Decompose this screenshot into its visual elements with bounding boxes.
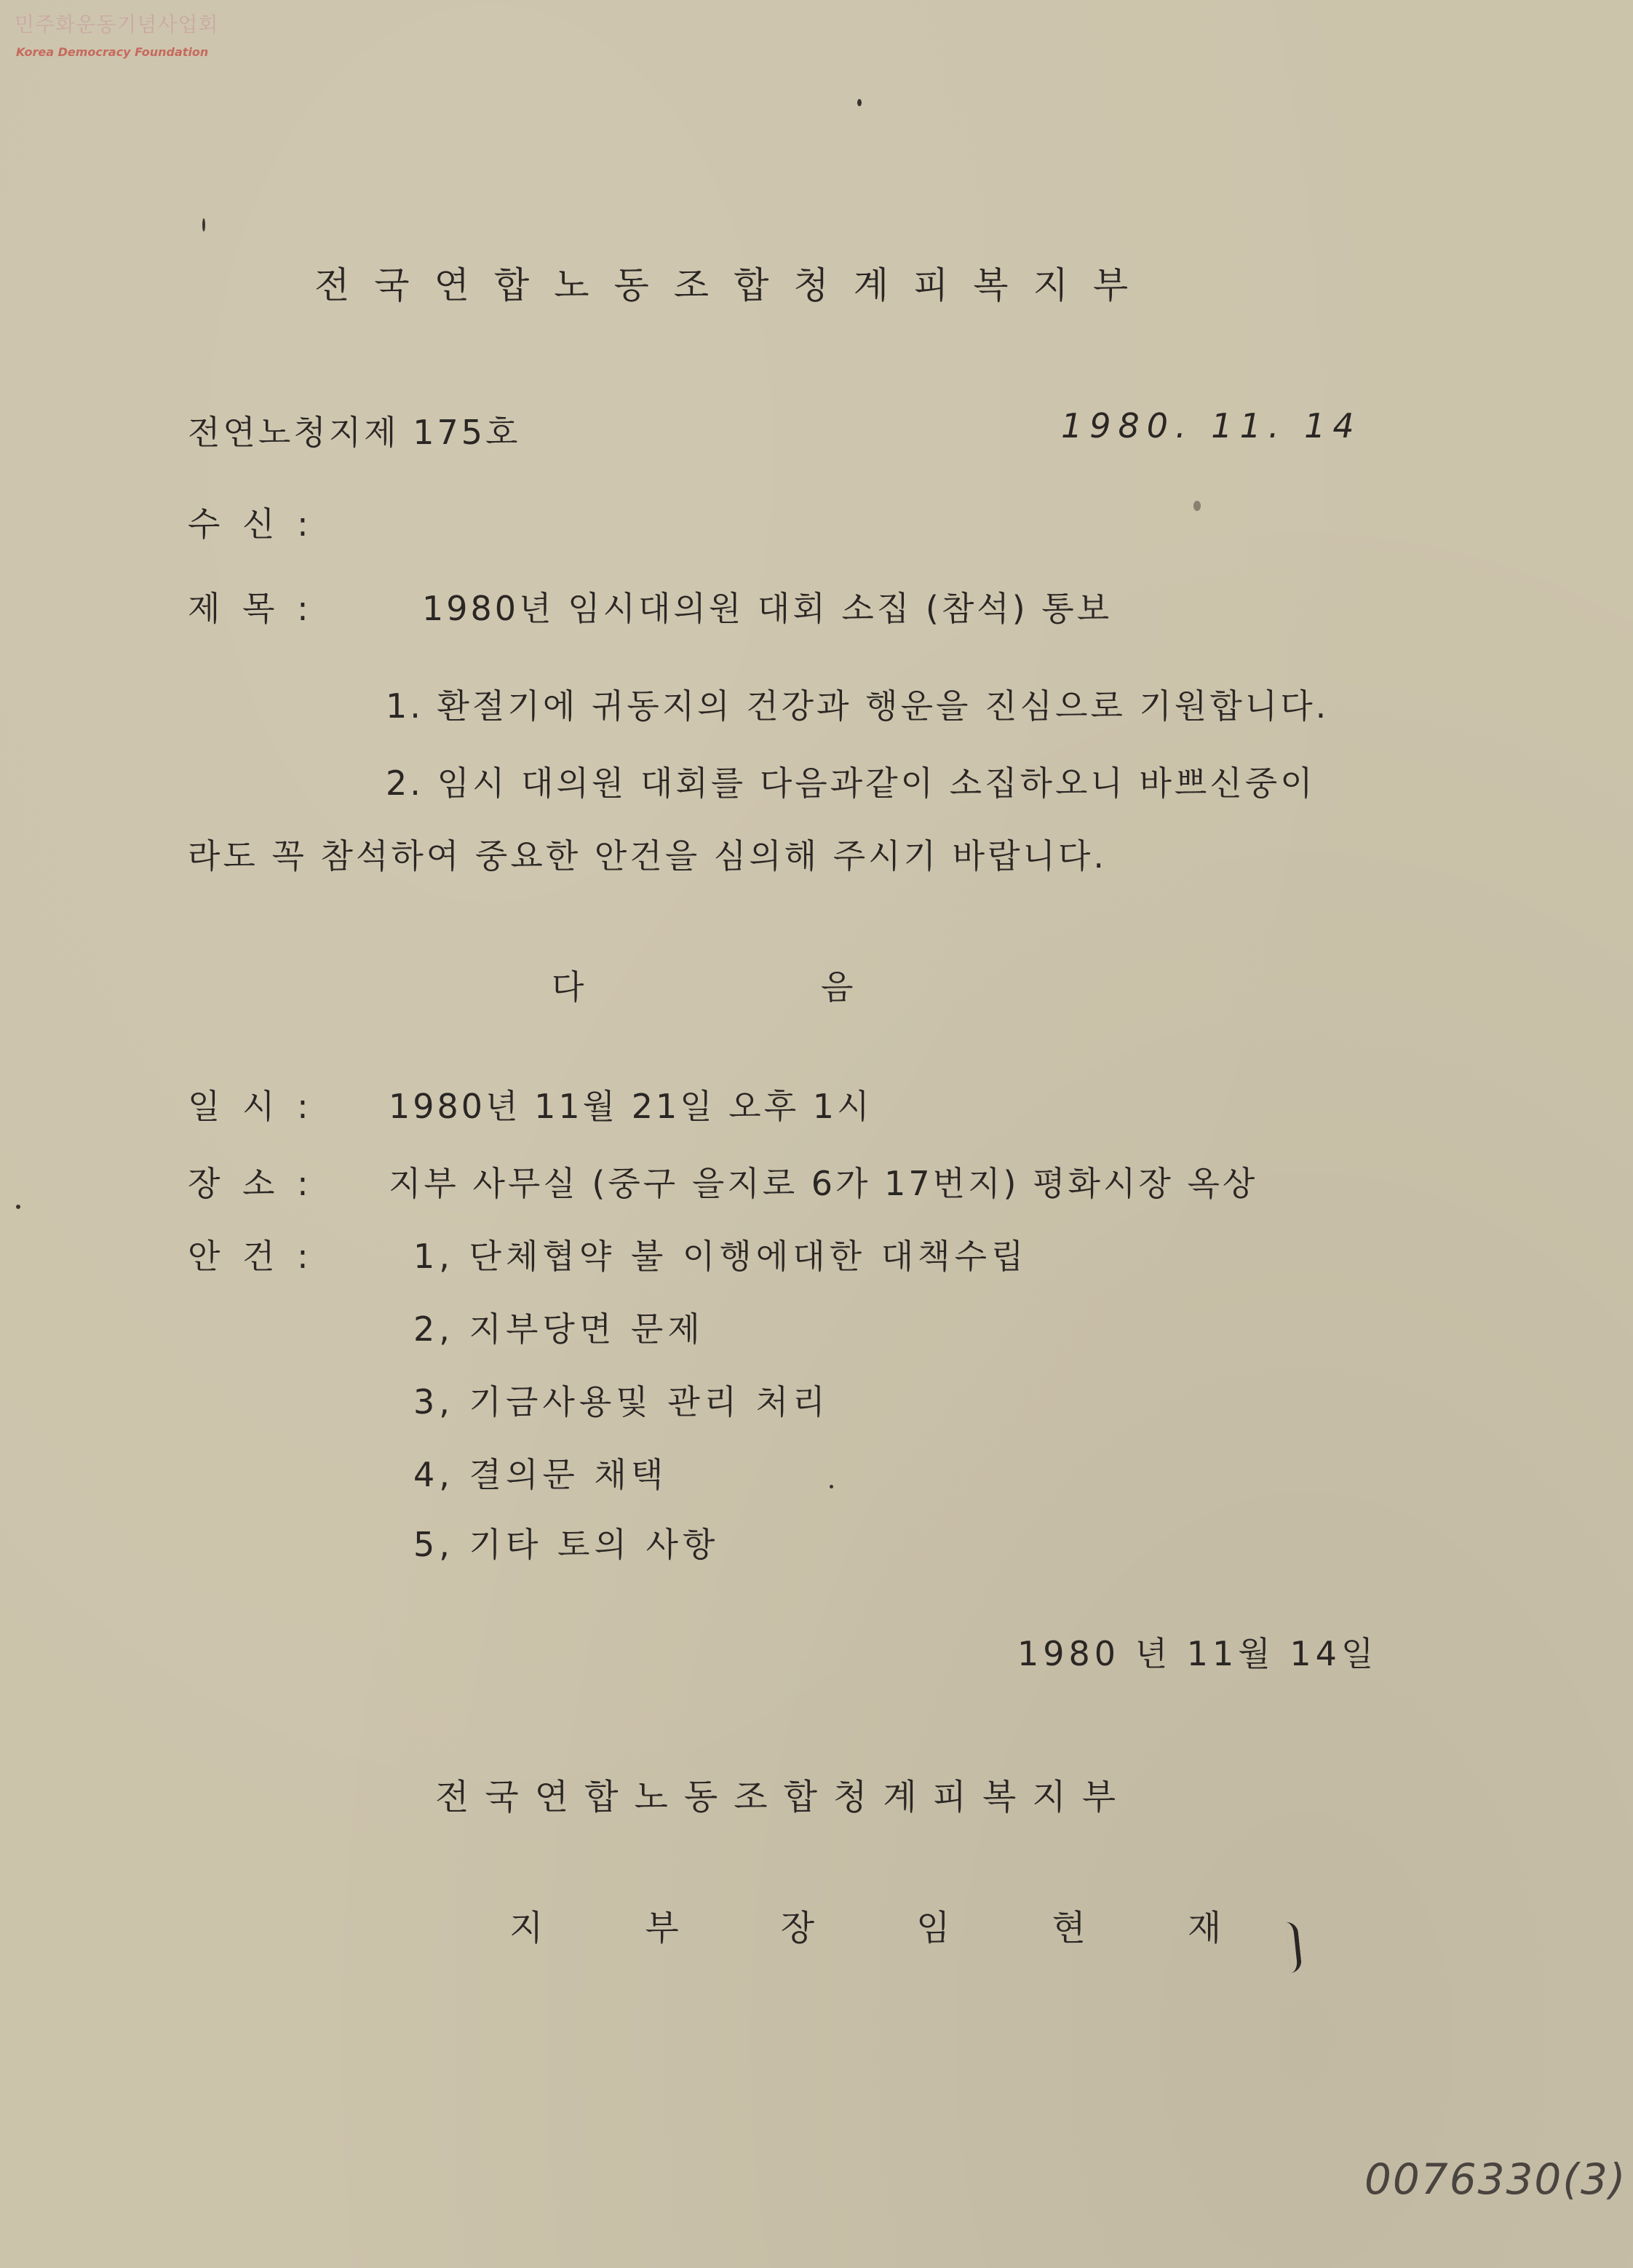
subject-label: 제 목 : xyxy=(188,589,314,628)
document-number: 전연노청지제 175호 xyxy=(188,413,521,452)
place-label: 장 소 : xyxy=(188,1164,314,1203)
body-paragraph-2-line-2: 라도 꼭 참석하여 중요한 안건을 심의해 주시기 바랍니다. xyxy=(188,836,1108,876)
speck xyxy=(16,1205,20,1209)
speck xyxy=(830,1485,833,1488)
subject-value: 1980년 임시대의원 대회 소집 (참석) 통보 xyxy=(422,589,1113,628)
signature-organization: 전국연합노동조합청계피복지부 xyxy=(435,1777,1132,1817)
organization-title: 전국연합노동조합청계피복지부 xyxy=(314,264,1153,306)
speck xyxy=(1193,501,1201,511)
agenda-label: 안 건 : xyxy=(188,1237,314,1276)
speck xyxy=(857,99,862,106)
agenda-item-2: 2, 지부당면 문제 xyxy=(413,1309,704,1349)
agenda-item-5: 5, 기타 토의 사항 xyxy=(413,1525,720,1564)
signature-date: 1980 년 11월 14일 xyxy=(1017,1634,1378,1673)
next-heading-eum: 음 xyxy=(821,967,854,1007)
agenda-item-1: 1, 단체협약 불 이행에대한 대책수립 xyxy=(413,1237,1028,1276)
watermark-korean: 민주화운동기념사업회 xyxy=(15,12,219,36)
datetime-label: 일 시 : xyxy=(188,1087,314,1126)
watermark-english: Korea Democracy Foundation xyxy=(16,45,209,59)
speck xyxy=(202,218,205,231)
archive-number: 0076330(3) xyxy=(1364,2154,1627,2204)
body-paragraph-1: 1. 환절기에 귀동지의 건강과 행운을 진심으로 기원합니다. xyxy=(386,686,1330,726)
recipient-label: 수 신 : xyxy=(188,504,314,544)
place-value: 지부 사무실 (중구 을지로 6가 17번지) 평화시장 옥상 xyxy=(389,1164,1258,1203)
next-heading-da: 다 xyxy=(552,967,584,1007)
document-date: 1980. 11. 14 xyxy=(1061,406,1362,445)
body-paragraph-2-line-1: 2. 임시 대의원 대회를 다음과같이 소집하오니 바쁘신중이 xyxy=(386,764,1316,803)
signature-title-name: 지부장임현재 xyxy=(509,1908,1324,1948)
agenda-item-3: 3, 기금사용및 관리 처리 xyxy=(413,1382,830,1422)
datetime-value: 1980년 11월 21일 오후 1시 xyxy=(389,1087,873,1126)
agenda-item-4: 4, 결의문 채택 xyxy=(413,1455,668,1494)
